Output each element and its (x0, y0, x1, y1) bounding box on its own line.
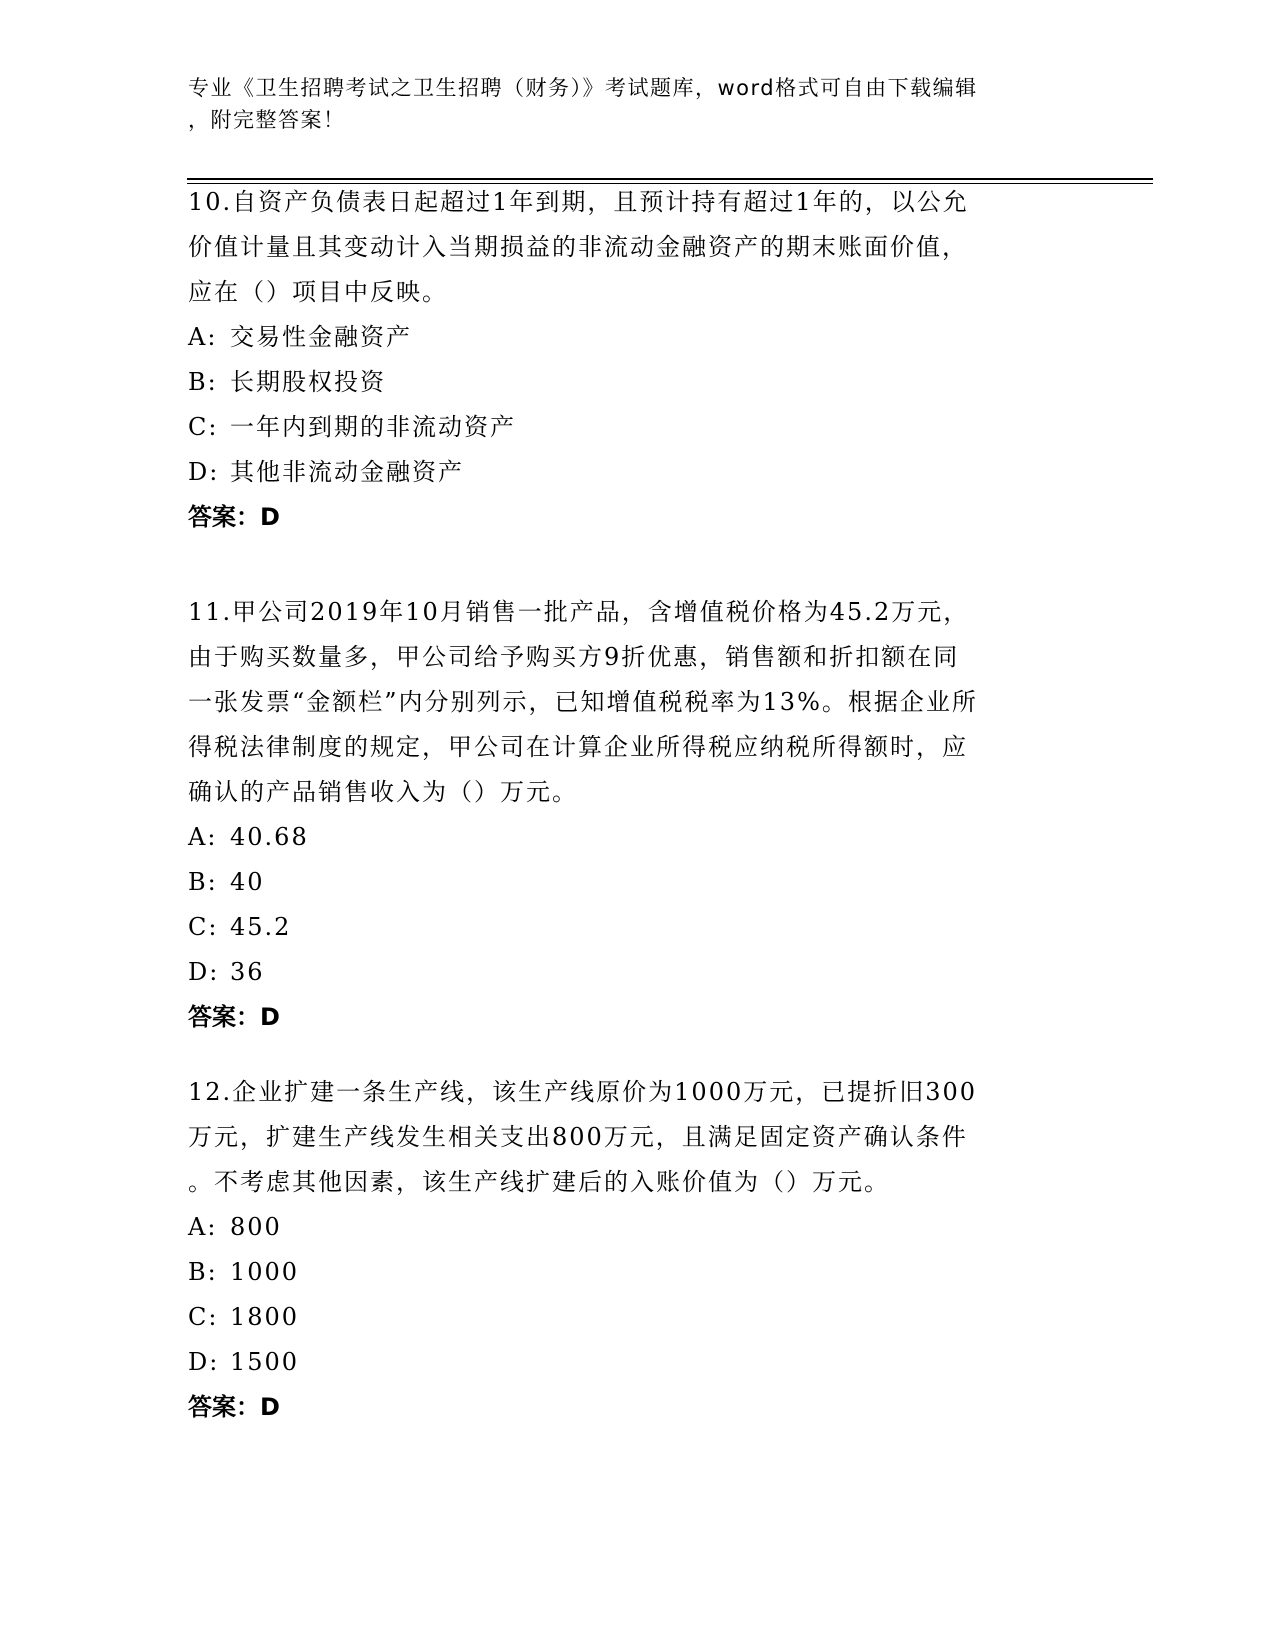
question-text-line: 得税法律制度的规定，甲公司在计算企业所得税应纳税所得额时，应 (188, 733, 968, 761)
option-text: 1800 (230, 1303, 300, 1331)
option-text: 36 (230, 958, 265, 986)
option-c (188, 405, 1088, 450)
option-c (188, 1295, 1088, 1340)
option-letter: C: (188, 413, 219, 441)
option-text: 45.2 (230, 913, 292, 941)
option-d (188, 450, 1088, 495)
option-b (188, 860, 1088, 905)
question-text-line: 应在（）项目中反映。 (188, 278, 448, 306)
option-text: 1500 (230, 1348, 300, 1376)
question-12 (188, 1070, 1088, 1430)
option-b (188, 360, 1088, 405)
option-letter: D: (188, 458, 220, 486)
option-d (188, 1340, 1088, 1385)
question-11 (188, 590, 1088, 1040)
question-text-line: 由于购买数量多，甲公司给予购买方9折优惠，销售额和折扣额在同 (188, 643, 960, 671)
option-text: 一年内到期的非流动资产 (230, 413, 516, 441)
option-letter: A: (188, 823, 218, 851)
question-text-line: 12.企业扩建一条生产线，该生产线原价为1000万元，已提折旧300 (188, 1078, 978, 1106)
option-a (188, 315, 1088, 360)
option-text: 其他非流动金融资产 (230, 458, 464, 486)
question-10 (188, 180, 1088, 540)
option-text: 1000 (230, 1258, 300, 1286)
option-text: 800 (230, 1213, 282, 1241)
header-line-1: 专业《卫生招聘考试之卫生招聘（财务）》考试题库，word格式可自由下载编辑 (188, 76, 978, 100)
option-letter: C: (188, 1303, 219, 1331)
option-text: 40 (230, 868, 265, 896)
document-header (188, 72, 1068, 136)
option-c (188, 905, 1088, 950)
question-text-line: 一张发票“金额栏”内分别列示，已知增值税税率为13%。根据企业所 (188, 688, 978, 716)
option-a (188, 1205, 1088, 1250)
question-text-line: 10.自资产负债表日起超过1年到期，且预计持有超过1年的，以公允 (188, 188, 969, 216)
answer-line: 答案：D (188, 1393, 280, 1421)
option-a (188, 815, 1088, 860)
option-letter: B: (188, 868, 218, 896)
question-text-line: 11.甲公司2019年10月销售一批产品，含增值税价格为45.2万元， (188, 598, 970, 626)
question-text-line: 价值计量且其变动计入当期损益的非流动金融资产的期末账面价值， (188, 233, 968, 261)
answer-line: 答案：D (188, 503, 280, 531)
option-letter: B: (188, 1258, 218, 1286)
answer-line: 答案：D (188, 1003, 280, 1031)
header-line-2: ，附完整答案！ (188, 108, 346, 132)
option-text: 40.68 (230, 823, 309, 851)
question-text-line: 。不考虑其他因素，该生产线扩建后的入账价值为（）万元。 (188, 1168, 890, 1196)
option-letter: D: (188, 1348, 220, 1376)
option-letter: D: (188, 958, 220, 986)
option-b (188, 1250, 1088, 1295)
question-text-line: 确认的产品销售收入为（）万元。 (188, 778, 578, 806)
option-d (188, 950, 1088, 995)
option-letter: A: (188, 323, 218, 351)
option-letter: C: (188, 913, 219, 941)
option-text: 交易性金融资产 (230, 323, 412, 351)
option-letter: B: (188, 368, 218, 396)
option-letter: A: (188, 1213, 218, 1241)
question-text-line: 万元，扩建生产线发生相关支出800万元，且满足固定资产确认条件 (188, 1123, 968, 1151)
option-text: 长期股权投资 (230, 368, 386, 396)
